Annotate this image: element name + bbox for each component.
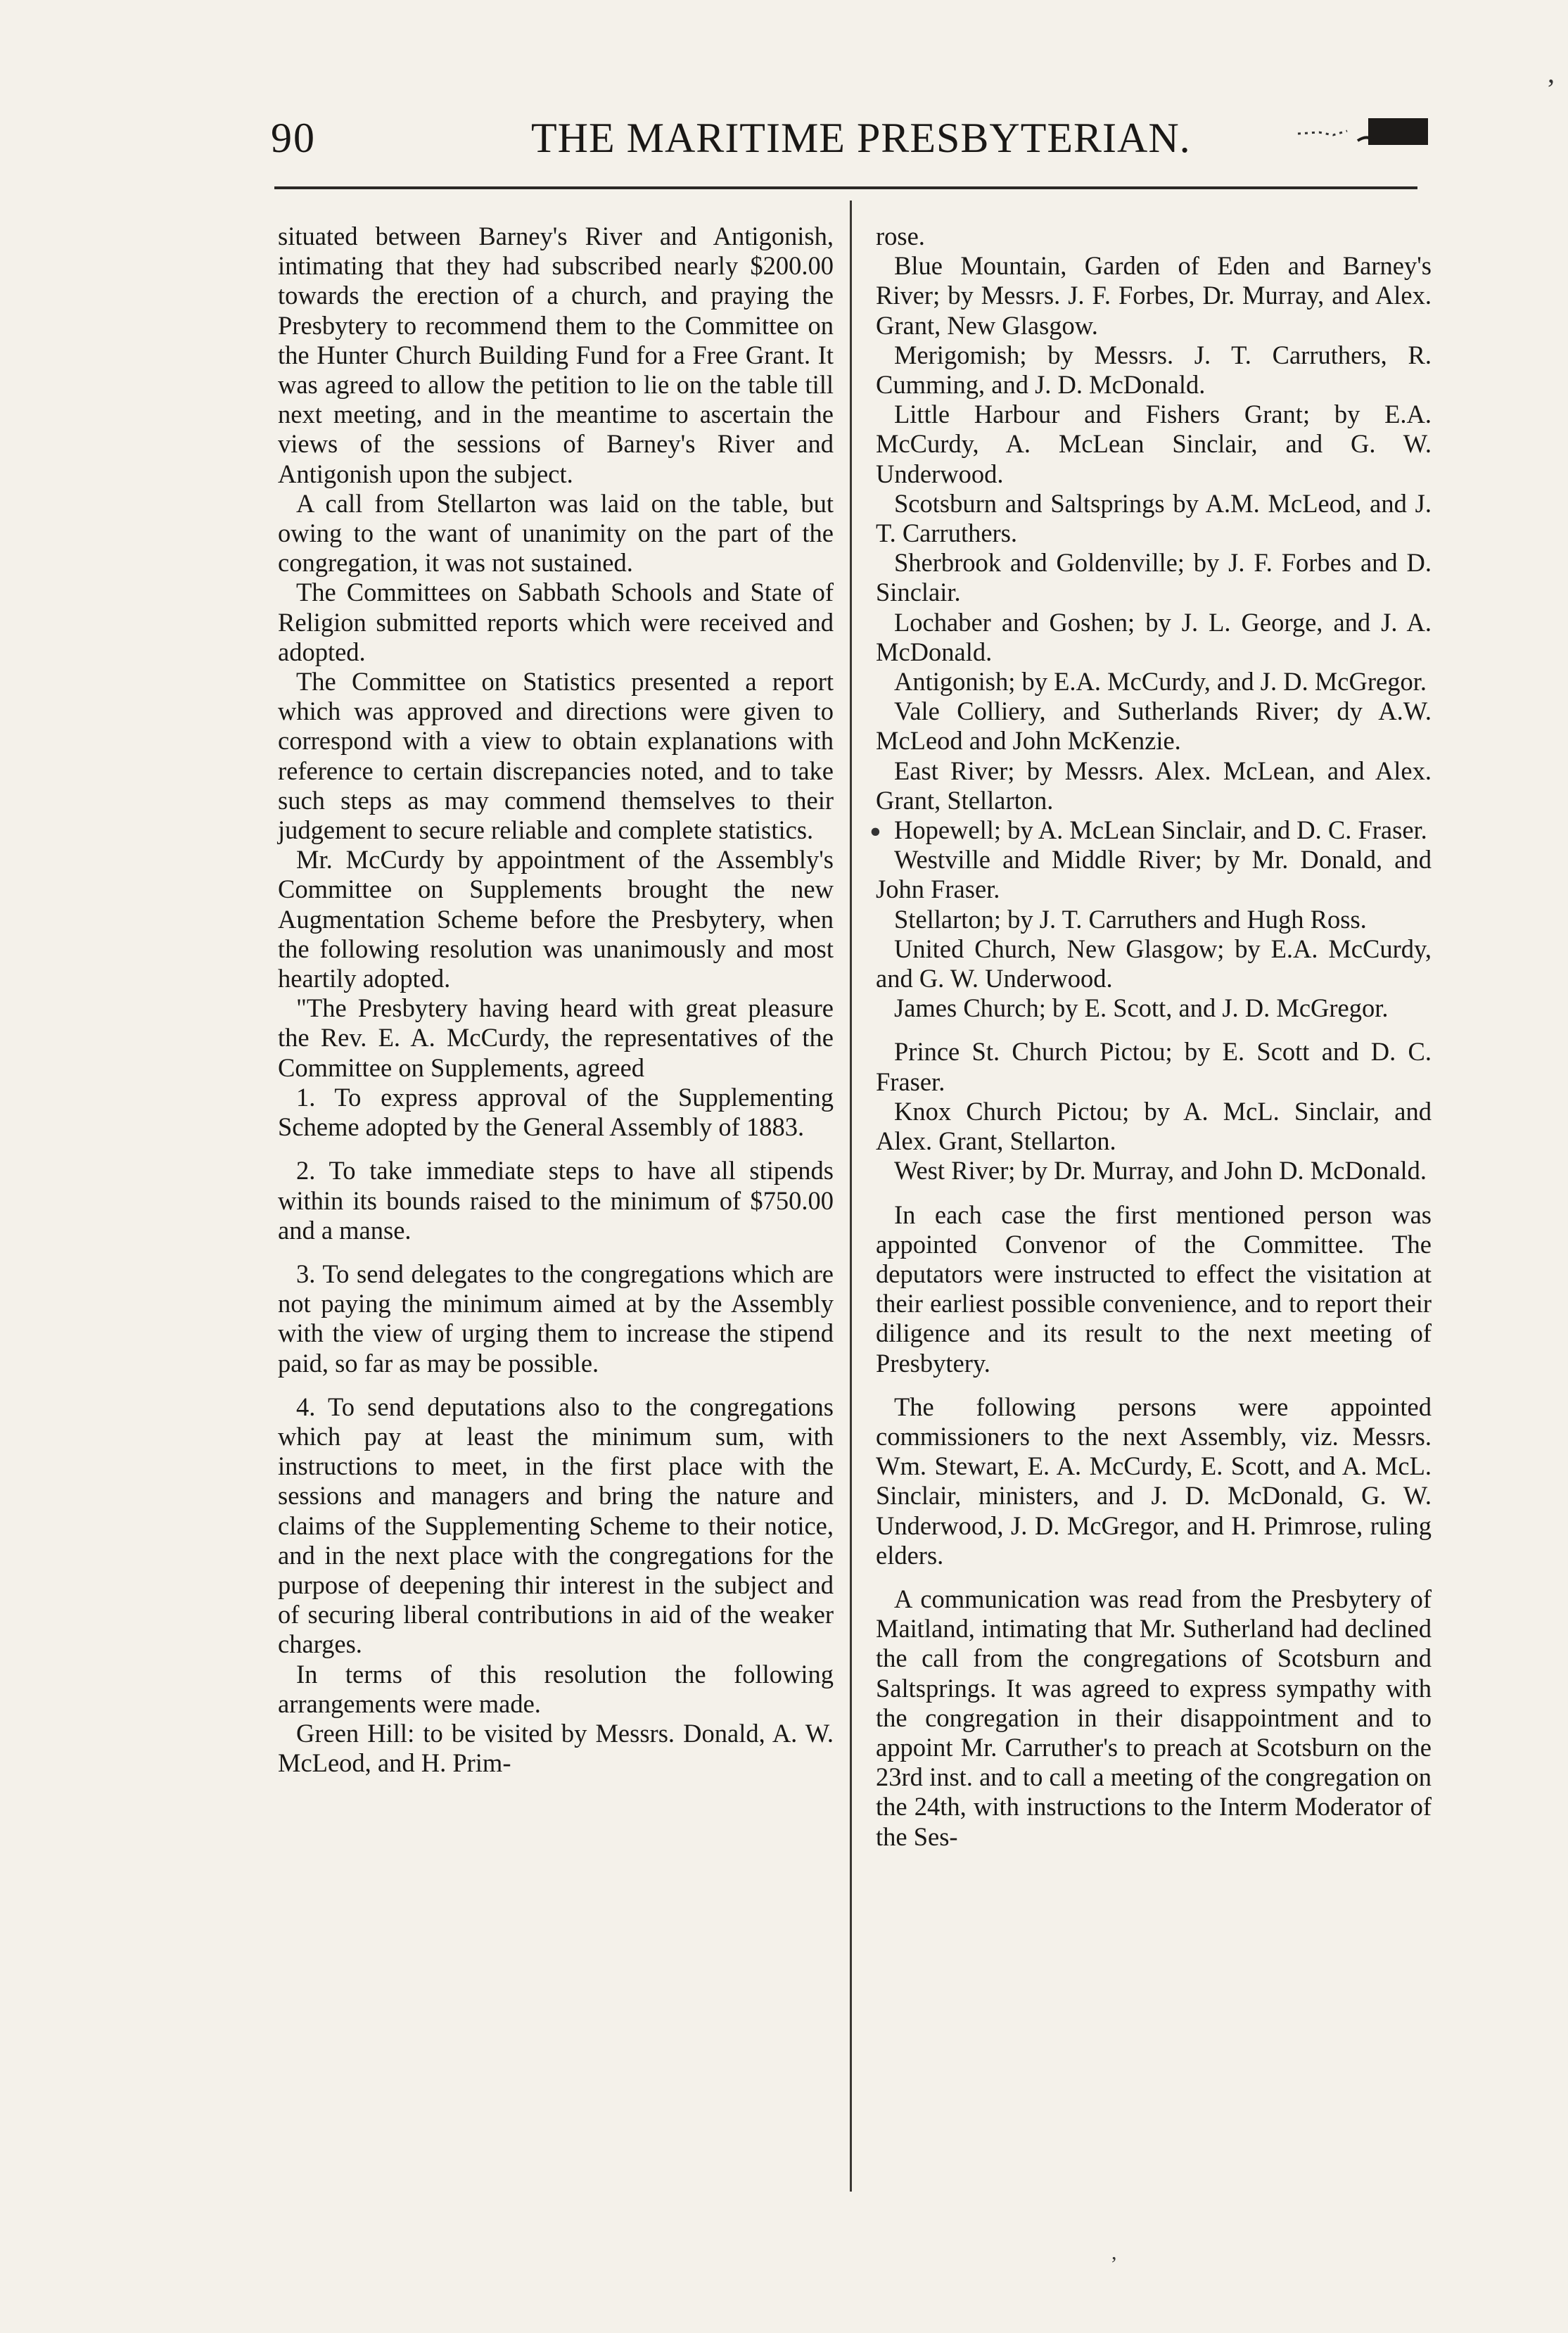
paragraph: Blue Mountain, Garden of Eden and Barney's River; by Messrs. J. F. Forbes, Dr. Murray, and Alex. Grant, New Glasgow. bbox=[876, 251, 1432, 340]
paragraph: Sherbrook and Goldenville; by J. F. Forbes and D. Sinclair. bbox=[876, 548, 1432, 607]
paragraph: situated between Barney's River and Antigonish, intimating that they had subscribed nearly $200.00 towards the erection of a church, and praying the Presbytery to recommend them to the Committee on the Hunter Church Building Fund for a Free Grant. It was agreed to allow the petition to lie on the table till next meeting, and in the meantime to ascertain the views of the sessions of Barney's River and Antigonish upon the subject. bbox=[278, 222, 834, 488]
paragraph: The Committee on Statistics presented a report which was approved and directions were given to correspond with a view to obtain explanations with reference to certain discrepancies noted, and to take such steps as may commend themselves to their judgement to secure reliable and complete statistics. bbox=[278, 667, 834, 845]
paragraph: A call from Stellarton was laid on the table, but owing to the want of unanimity on the part of the congregation, it was not sustained. bbox=[278, 488, 834, 578]
paragraph: A communication was read from the Presbytery of Maitland, intimating that Mr. Sutherland had declined the call from the congregations of Scotsburn and Saltsprings. It was agreed to express sympathy with the congregation in their disappointment and to appoint Mr. Carruther's to preach at Scotsburn on the 23rd inst. and to call a meeting of the congregation on the 24th, with instructions to the Interm Moderator of the Ses- bbox=[876, 1584, 1432, 1851]
paragraph: Green Hill: to be visited by Messrs. Donald, A. W. McLeod, and H. Prim- bbox=[278, 1718, 834, 1778]
paragraph: Lochaber and Goshen; by J. L. George, and J. A. McDonald. bbox=[876, 607, 1432, 666]
paragraph: Merigomish; by Messrs. J. T. Carruthers, R. Cumming, and J. D. McDonald. bbox=[876, 340, 1432, 400]
paragraph: The Committees on Sabbath Schools and State of Religion submitted reports which were received and adopted. bbox=[278, 578, 834, 666]
running-title: THE MARITIME PRESBYTERIAN. bbox=[531, 115, 1191, 161]
paragraph: West River; by Dr. Murray, and John D. McDonald. bbox=[894, 1156, 1427, 1185]
paragraph: James Church; by E. Scott, and J. D. McGregor. bbox=[894, 993, 1389, 1023]
paragraph: Vale Colliery, and Sutherlands River; dy A.W. McLeod and John McKenzie. bbox=[876, 697, 1432, 756]
paragraph: 2. To take immediate steps to have all stipends within its bounds raised to the minimum of $750.00 and a manse. bbox=[278, 1156, 834, 1245]
paragraph: 3. To send delegates to the congregations which are not paying the minimum aimed at by the Assembly with the view of urging them to increase the stipend paid, so far as may be possible. bbox=[278, 1259, 834, 1378]
paragraph: Hopewell; by A. McLean Sinclair, and D. C. Fraser. bbox=[894, 815, 1427, 845]
paragraph: Antigonish; by E.A. McCurdy, and J. D. McGregor. bbox=[894, 667, 1427, 697]
paragraph: United Church, New Glasgow; by E.A. McCurdy, and G. W. Underwood. bbox=[876, 934, 1432, 993]
paragraph: Little Harbour and Fishers Grant; by E.A. McCurdy, A. McLean Sinclair, and G. W. Underwood. bbox=[876, 400, 1432, 488]
paragraph: The following persons were appointed commissioners to the next Assembly, viz. Messrs. Wm. Stewart, E. A. McCurdy, E. Scott, and A. McL. Sinclair, ministers, and J. D. McDonald, G. W. Underwood, J. D. McGregor, and H. Primrose, ruling elders. bbox=[876, 1392, 1432, 1570]
margin-mark: • bbox=[869, 813, 881, 851]
paragraph: Prince St. Church Pictou; by E. Scott and D. C. Fraser. bbox=[876, 1037, 1432, 1096]
page-number: 90 bbox=[271, 115, 316, 161]
paragraph: 4. To send deputations also to the congregations which pay at least the minimum sum, with instructions to meet, in the first place with the sessions and managers and bring the nature and claims of the Supplementing Scheme to their notice, and in the next place with the congregations for the purpose of deepening thir interest in the subject and of securing liberal contributions in aid of the weaker charges. bbox=[278, 1392, 834, 1659]
ornament-icon bbox=[1291, 113, 1432, 151]
left-column bbox=[278, 222, 834, 1778]
margin-mark: , bbox=[1111, 2241, 1117, 2264]
paragraph: rose. bbox=[876, 222, 925, 250]
paragraph: Stellarton; by J. T. Carruthers and Hugh Ross. bbox=[894, 904, 1367, 934]
margin-mark: , bbox=[1548, 57, 1555, 89]
header-rule bbox=[274, 186, 1417, 189]
paragraph: In each case the first mentioned person was appointed Convenor of the Committee. The deputators were instructed to effect the visitation at their earliest possible convenience, and to report their diligence and its result to the next meeting of Presbytery. bbox=[876, 1200, 1432, 1378]
paragraph: Scotsburn and Saltsprings by A.M. McLeod, and J. T. Carruthers. bbox=[876, 488, 1432, 548]
paragraph: East River; by Messrs. Alex. McLean, and Alex. Grant, Stellarton. bbox=[876, 756, 1432, 815]
right-column bbox=[876, 222, 1432, 1852]
paragraph: In terms of this resolution the following arrangements were made. bbox=[278, 1659, 834, 1718]
paragraph: Mr. McCurdy by appointment of the Assembly's Committee on Supplements brought the new Augmentation Scheme before the Presbytery, when the following resolution was unanimously and most heartily adopted. bbox=[278, 845, 834, 993]
paragraph: Westville and Middle River; by Mr. Donald, and John Fraser. bbox=[876, 845, 1432, 904]
paragraph: "The Presbytery having heard with great pleasure the Rev. E. A. McCurdy, the representatives of the Committee on Supplements, agreed bbox=[278, 993, 834, 1082]
column-divider bbox=[850, 201, 852, 2192]
paragraph: 1. To express approval of the Supplementing Scheme adopted by the General Assembly of 1883. bbox=[278, 1082, 834, 1142]
paragraph: Knox Church Pictou; by A. McL. Sinclair, and Alex. Grant, Stellarton. bbox=[876, 1096, 1432, 1156]
page-header bbox=[271, 106, 1432, 169]
